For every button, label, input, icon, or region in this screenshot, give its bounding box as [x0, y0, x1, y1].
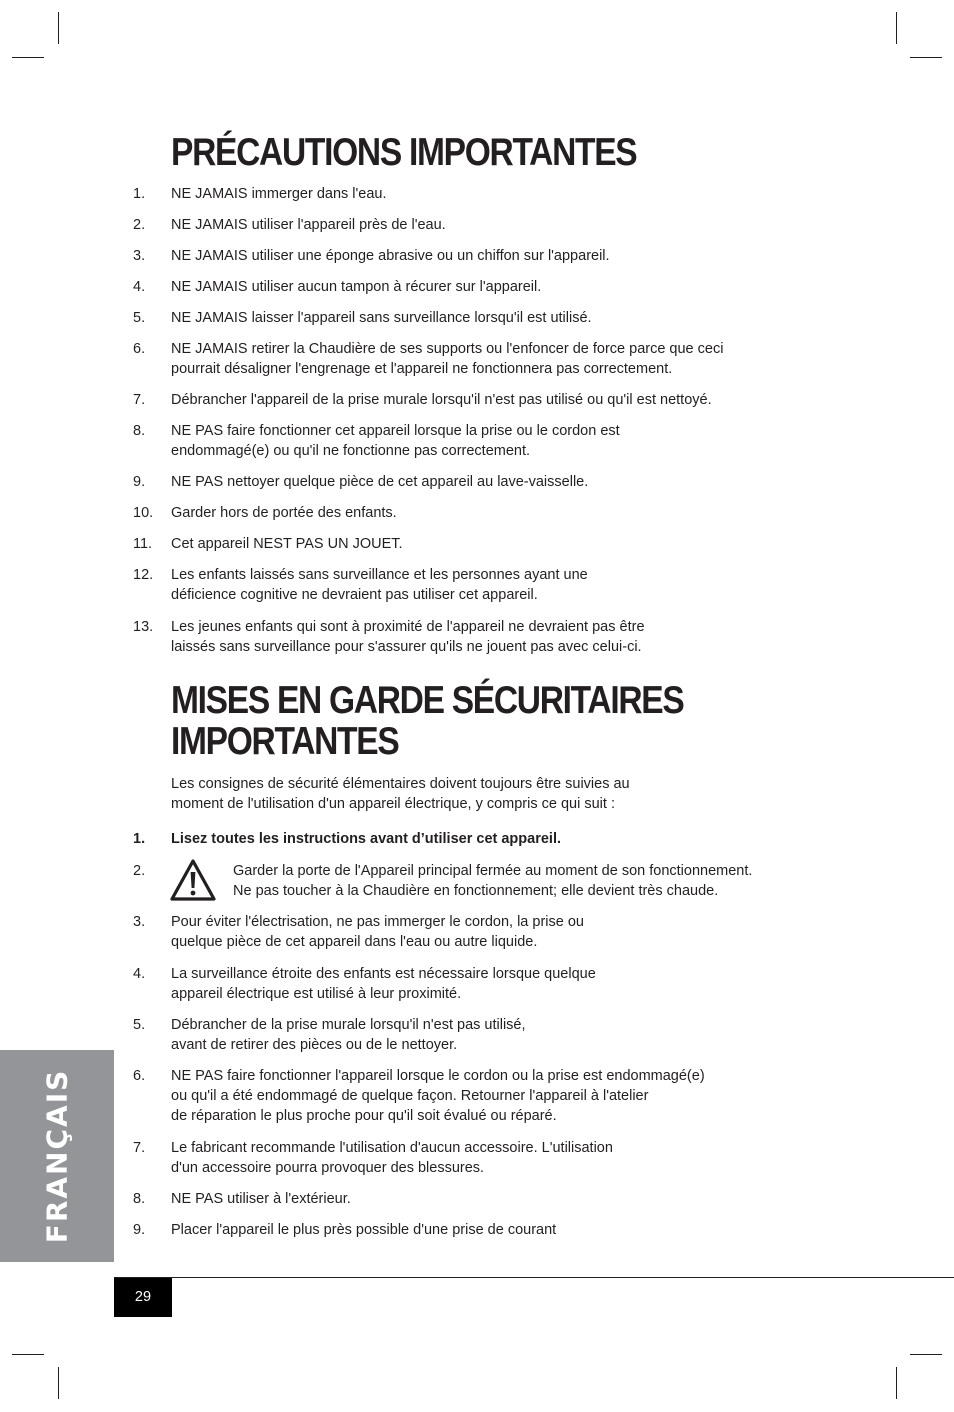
language-label: FRANÇAIS: [40, 1068, 74, 1244]
item-text: NE JAMAIS utiliser aucun tampon à récurer sur l'appareil.: [171, 279, 542, 295]
item-number: 9.: [133, 474, 146, 490]
item-text: Pour éviter l'électrisation, ne pas immerger le cordon, la prise ou quelque pièce de cet appareil dans l'eau ou autre liquide.: [171, 914, 584, 950]
item-text: NE JAMAIS utiliser l'appareil près de l'eau.: [171, 217, 446, 233]
item-number: 2.: [133, 217, 146, 233]
item-number: 1.: [133, 831, 146, 847]
item-text: Débrancher l'appareil de la prise murale lorsqu'il n'est pas utilisé ou qu'il est nettoyé.: [171, 392, 712, 408]
item-number: 8.: [133, 423, 146, 439]
item-text: NE PAS nettoyer quelque pièce de cet appareil au lave-vaisselle.: [171, 474, 589, 490]
item-number: 9.: [133, 1222, 146, 1238]
crop-mark: [58, 12, 59, 44]
section-title-safeguards-line1: MISES EN GARDE SÉCURITAIRES: [171, 679, 684, 722]
item-text: Le fabricant recommande l'utilisation d'aucun accessoire. L'utilisation d'un accessoire pourra provoquer des blessures.: [171, 1140, 613, 1176]
item-text: Garder hors de portée des enfants.: [171, 505, 397, 521]
item-number: 13.: [133, 619, 154, 635]
item-number: 6.: [133, 341, 146, 357]
crop-mark: [12, 57, 44, 58]
item-text: NE PAS faire fonctionner cet appareil lorsque la prise ou le cordon est endommagé(e) ou qu'il ne fonctionne pas correctement.: [171, 423, 620, 459]
crop-mark: [12, 1354, 44, 1355]
item-text: NE JAMAIS laisser l'appareil sans surveillance lorsqu'il est utilisé.: [171, 310, 592, 326]
item-text: Lisez toutes les instructions avant d’utiliser cet appareil.: [171, 831, 561, 847]
item-text: Débrancher de la prise murale lorsqu'il n'est pas utilisé, avant de retirer des pièces ou de le nettoyer.: [171, 1017, 526, 1053]
item-number: 4.: [133, 966, 146, 982]
footer-rule: [114, 1277, 954, 1278]
item-number: 11.: [133, 536, 153, 552]
item-number: 1.: [133, 186, 146, 202]
safeguards-intro: Les consignes de sécurité élémentaires doivent toujours être suivies au moment de l'utilisation d'un appareil électrique, y compris ce qui suit :: [171, 776, 630, 812]
item-text: NE JAMAIS immerger dans l'eau.: [171, 186, 387, 202]
item-text: NE JAMAIS utiliser une éponge abrasive ou un chiffon sur l'appareil.: [171, 248, 610, 264]
item-number: 2.: [133, 863, 146, 879]
item-number: 7.: [133, 1140, 146, 1156]
item-text: NE JAMAIS retirer la Chaudière de ses supports ou l'enfoncer de force parce que ceci pourrait désaligner l'engrenage et l'appareil ne fonctionnera pas correctement.: [171, 341, 724, 377]
item-text: La surveillance étroite des enfants est nécessaire lorsque quelque appareil électrique est utilisé à leur proximité.: [171, 966, 596, 1002]
crop-mark: [910, 1354, 942, 1355]
item-text: NE PAS faire fonctionner l'appareil lorsque le cordon ou la prise est endommagé(e) ou qu'il a été endommagé de quelque façon. Retourner l'appareil à l'atelier de réparation le plus proche pour qu'il soit évalué ou réparé.: [171, 1068, 705, 1124]
item-number: 8.: [133, 1191, 146, 1207]
page-number: 29: [114, 1278, 172, 1317]
section-title-precautions: PRÉCAUTIONS IMPORTANTES: [171, 131, 637, 174]
language-tab: [0, 1050, 114, 1262]
item-text: Placer l'appareil le plus près possible d'une prise de courant: [171, 1222, 557, 1238]
item-text: Les enfants laissés sans surveillance et les personnes ayant une déficience cognitive ne devraient pas utiliser cet appareil.: [171, 567, 588, 603]
item-number: 4.: [133, 279, 146, 295]
item-number: 3.: [133, 914, 146, 930]
item-text: Garder la porte de l'Appareil principal fermée au moment de son fonctionnement. Ne pas toucher à la Chaudière en fonctionnement; elle devient très chaude.: [233, 863, 753, 899]
item-number: 10.: [133, 505, 154, 521]
item-number: 3.: [133, 248, 146, 264]
warning-triangle-icon: [170, 858, 216, 902]
item-number: 5.: [133, 310, 146, 326]
item-number: 12.: [133, 567, 154, 583]
crop-mark: [58, 1367, 59, 1399]
item-number: 5.: [133, 1017, 146, 1033]
item-number: 7.: [133, 392, 146, 408]
crop-mark: [910, 57, 942, 58]
item-text: Cet appareil NEST PAS UN JOUET.: [171, 536, 403, 552]
item-text: NE PAS utiliser à l'extérieur.: [171, 1191, 351, 1207]
crop-mark: [896, 1367, 897, 1399]
item-text: Les jeunes enfants qui sont à proximité de l'appareil ne devraient pas être laissés sans surveillance pour s'assurer qu'ils ne jouent pas avec celui-ci.: [171, 619, 645, 655]
section-title-safeguards-line2: IMPORTANTES: [171, 720, 399, 763]
item-number: 6.: [133, 1068, 146, 1084]
crop-mark: [896, 12, 897, 44]
